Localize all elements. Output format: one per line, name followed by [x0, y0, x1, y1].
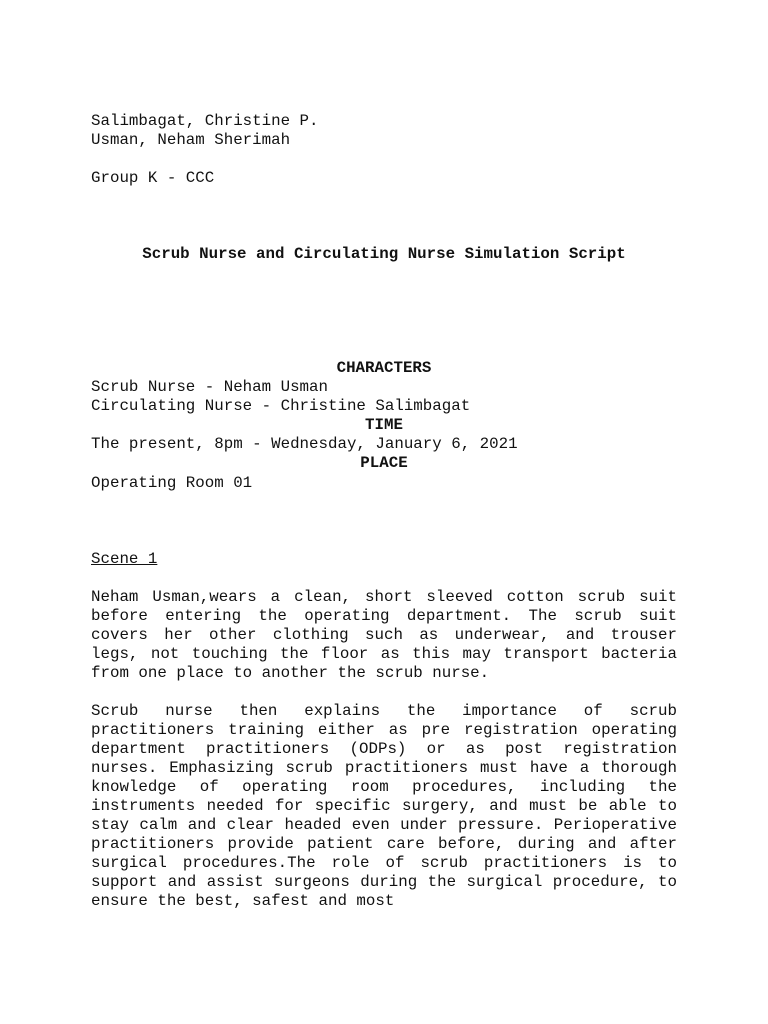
time-heading: TIME: [365, 416, 403, 434]
place-value: Operating Room 01: [91, 474, 253, 492]
character-scrub-nurse: Scrub Nurse - Neham Usman: [91, 378, 328, 396]
place-heading: PLACE: [360, 454, 408, 472]
character-circulating-nurse: Circulating Nurse - Christine Salimbagat: [91, 397, 471, 415]
document-title: Scrub Nurse and Circulating Nurse Simulation Script: [142, 245, 626, 263]
scene-paragraph-1: Neham Usman,wears a clean, short sleeved cotton scrub suit before entering the operating department. The scrub suit covers her other clothing such as underwear, and trouser legs, not touching the floor as this may transport bacteria from one place to another the scrub nurse.: [91, 588, 677, 682]
scene-paragraph-2: Scrub nurse then explains the importance of scrub practitioners training either as pre registration operating department practitioners (ODPs) or as post registration nurses. Emphasizing scrub practitioners must have a thorough knowledge of operating room procedures, including the instruments needed for specific surgery, and must be able to stay calm and clear headed even under pressure. Perioperative practitioners provide patient care before, during and after surgical procedures.The role of scrub practitioners is to support and assist surgeons during the surgical procedure, to ensure the best, safest and most: [91, 702, 677, 910]
author-name-1: Salimbagat, Christine P.: [91, 112, 319, 130]
time-value: The present, 8pm - Wednesday, January 6, 2021: [91, 435, 518, 453]
characters-heading: CHARACTERS: [336, 359, 432, 377]
group-label: Group K - CCC: [91, 169, 215, 187]
author-name-2: Usman, Neham Sherimah: [91, 131, 291, 149]
scene-label: Scene 1: [91, 550, 158, 568]
